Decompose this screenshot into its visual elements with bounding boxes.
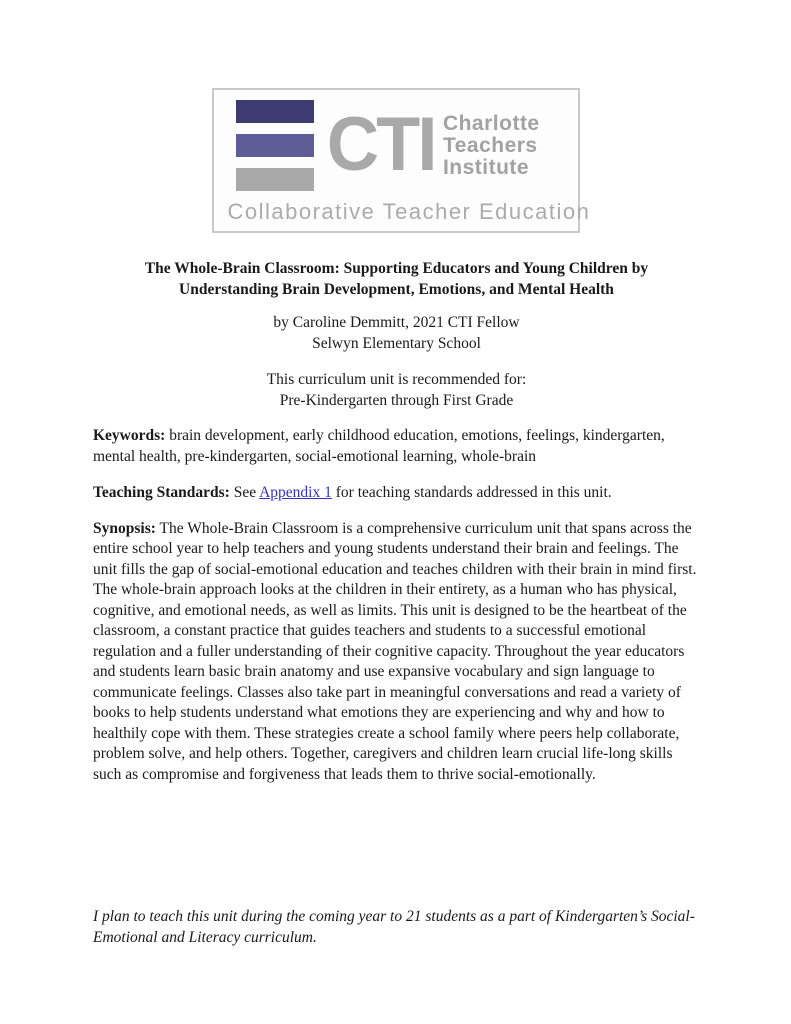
cti-logo-top-row	[228, 100, 564, 191]
cti-name-line-teachers: Teachers	[442, 133, 538, 157]
keywords-paragraph	[93, 426, 700, 467]
cti-tagline: Collaborative Teacher Education	[227, 199, 591, 224]
synopsis-text: The Whole-Brain Classroom is a comprehensive curriculum unit that spans across the entire school year to help teachers and young students understand their brain and feelings. The unit fills the gap of social-emotional education and teaches children with their brain in mind first. The whole-brain approach looks at the children in their entirety, as a human who has physical, cognitive, and emotional needs, as well as limits. This unit is designed to be the heartbeat of the classroom, a constant practice that guides teachers and students to a successful emotional regulation and a fuller understanding of their cognitive capacity. Throughout the year educators and students learn basic brain anatomy and use expansive vocabulary and sign language to communicate feelings. Classes also take part in meaningful conversations and read a variety of books to help students understand what emotions they are experiencing and why and how to healthily cope with them. These strategies create a school family where peers help collaborate, problem solve, and help others. Together, caregivers and children learn crucial life-long skills such as compromise and forgiveness that leads them to thrive social-emotionally.	[93, 519, 697, 783]
cti-acronym: CTI	[326, 102, 435, 188]
cti-name-lines	[443, 113, 540, 179]
document-body	[0, 259, 791, 948]
keywords-label: Keywords:	[93, 427, 166, 444]
recommended-grades: Pre-Kindergarten through First Grade	[279, 391, 514, 409]
teaching-standards-pre: See	[229, 483, 260, 501]
author-byline: by Caroline Demmitt, 2021 CTI Fellow	[273, 314, 520, 331]
recommended-intro: This curriculum unit is recommended for:	[266, 371, 527, 388]
synopsis-label: Synopsis:	[93, 519, 156, 537]
page-title	[93, 259, 700, 300]
teaching-standards-label: Teaching Standards:	[93, 483, 230, 501]
author-school: Selwyn Elementary School	[312, 334, 481, 352]
cti-name-line-institute: Institute	[442, 155, 530, 179]
teaching-standards-paragraph	[93, 483, 700, 504]
page-title-line2: Understanding Brain Development, Emotions, and Mental Health	[179, 280, 614, 298]
logo-bar-navy	[236, 100, 314, 123]
recommended-block	[93, 370, 700, 411]
author-block	[93, 313, 700, 354]
keywords-text: brain development, early childhood education, emotions, feelings, kindergarten, mental health, pre-kindergarten, social-emotional learning, whole-brain	[93, 427, 665, 465]
cti-logo-bars-icon	[236, 100, 314, 191]
cti-logo	[212, 88, 591, 233]
synopsis-paragraph	[93, 519, 700, 786]
cti-name-line-charlotte: Charlotte	[442, 111, 540, 135]
page-title-line1: The Whole-Brain Classroom: Supporting Educators and Young Children by	[144, 260, 649, 277]
logo-bar-gray	[236, 168, 314, 191]
teaching-standards-post: for teaching standards addressed in this unit.	[331, 483, 612, 501]
logo-bar-purple	[236, 134, 314, 157]
appendix-1-link[interactable]: Appendix 1	[259, 483, 332, 501]
teaching-note: I plan to teach this unit during the coming year to 21 students as a part of Kindergarten’s Social-Emotional and Literacy curriculum.	[93, 908, 695, 946]
